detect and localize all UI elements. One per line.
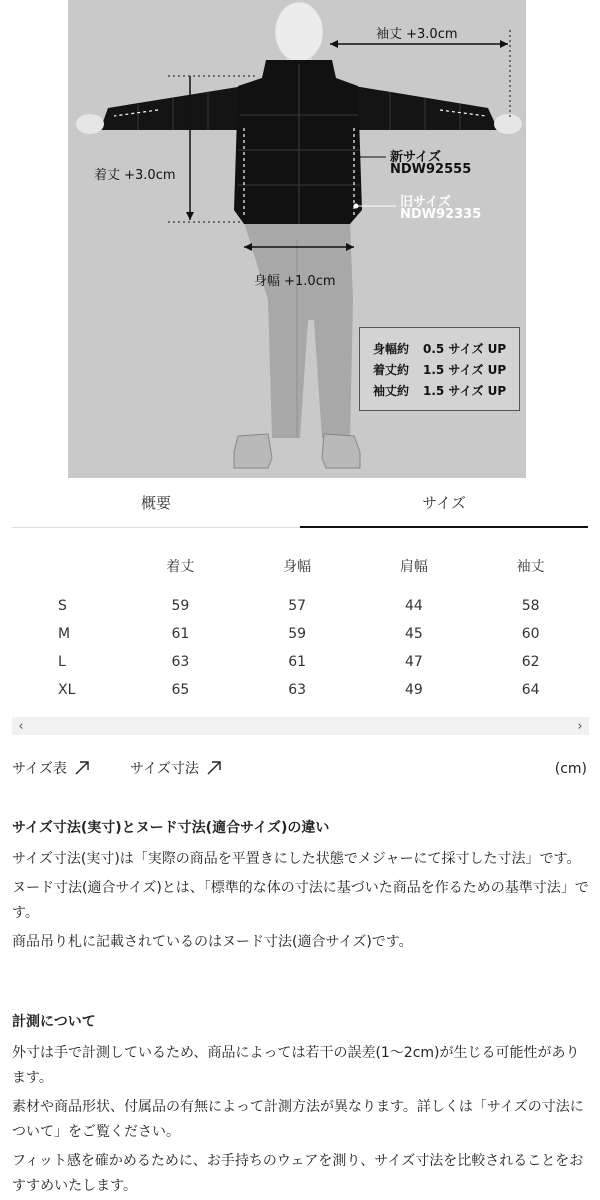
external-link-arrow-icon — [207, 761, 221, 775]
spec-value: 1.5 サイズ UP — [423, 384, 507, 398]
old-size-code: NDW92335 — [400, 207, 482, 222]
unit-label: (cm) — [554, 761, 587, 777]
table-header: 着丈 — [166, 559, 195, 575]
size-cell: S — [58, 598, 67, 614]
spec-value: 1.5 サイズ UP — [423, 363, 507, 377]
spec-row — [373, 360, 519, 381]
value-cell: 44 — [404, 598, 423, 614]
value-cell: 64 — [521, 682, 540, 698]
new-size-code: NDW92555 — [390, 162, 472, 177]
external-link-arrow-icon — [75, 761, 89, 775]
size-difference-section — [12, 816, 590, 959]
body-length-label: 着丈 +3.0cm — [94, 168, 176, 183]
spec-key: 袖丈約 — [373, 384, 410, 398]
new-size-label: 新サイズ — [390, 150, 441, 165]
sleeve-length-label: 袖丈 +3.0cm — [376, 27, 458, 42]
tab-overview[interactable]: 概要 — [12, 478, 300, 528]
table-header: 袖丈 — [516, 559, 545, 575]
paragraph: フィット感を確かめるために、お手持ちのウェアを測り、サイズ寸法を比較されることをおすすめいたします。 — [12, 1153, 584, 1194]
size-chart-link-label: サイズ表 — [12, 761, 67, 777]
table-row — [12, 676, 589, 704]
size-chart-link[interactable] — [12, 758, 89, 778]
size-up-box — [359, 327, 520, 411]
table-header: 肩幅 — [399, 559, 428, 575]
value-cell: 65 — [171, 682, 190, 698]
tab-size[interactable]: サイズ — [300, 478, 588, 528]
value-cell: 49 — [404, 682, 423, 698]
value-cell: 61 — [288, 654, 307, 670]
body-width-label: 身幅 +1.0cm — [254, 274, 336, 289]
size-cell: XL — [58, 682, 76, 698]
measurement-section — [12, 1010, 590, 1200]
size-cell: M — [58, 626, 71, 642]
value-cell: 58 — [521, 598, 540, 614]
size-table — [12, 548, 589, 704]
value-cell: 47 — [404, 654, 423, 670]
product-image — [68, 0, 526, 478]
table-row — [12, 592, 589, 620]
paragraph: サイズ寸法(実寸)は「実際の商品を平置きにした状態でメジャーにて採寸した寸法」です。 — [12, 851, 581, 867]
table-header: 身幅 — [283, 559, 312, 575]
size-measure-link-label: サイズ寸法 — [130, 761, 199, 777]
spec-key: 身幅約 — [373, 342, 410, 356]
paragraph: 素材や商品形状、付属品の有無によって計測方法が異なります。詳しくは「サイズの寸法について」をご覧ください。 — [12, 1099, 584, 1140]
detail-tabs — [12, 478, 589, 528]
size-measure-link[interactable] — [130, 758, 221, 778]
value-cell: 45 — [404, 626, 423, 642]
paragraph: ヌード寸法(適合サイズ)とは、「標準的な体の寸法に基づいた商品を作るための基準寸法」です。 — [12, 880, 589, 921]
section-title: サイズ寸法(実寸)とヌード寸法(適合サイズ)の違い — [12, 820, 330, 836]
old-size-label: 旧サイズ — [400, 195, 451, 210]
scroll-left-icon[interactable]: ‹ — [18, 718, 24, 734]
section-title: 計測について — [12, 1014, 96, 1030]
table-scrollbar[interactable] — [12, 717, 589, 735]
value-cell: 59 — [288, 626, 307, 642]
size-cell: L — [58, 654, 66, 670]
scroll-right-icon[interactable]: › — [577, 718, 583, 734]
value-cell: 62 — [521, 654, 540, 670]
value-cell: 57 — [288, 598, 307, 614]
value-cell: 59 — [171, 598, 190, 614]
spec-key: 着丈約 — [373, 363, 410, 377]
table-header — [12, 548, 122, 582]
value-cell: 63 — [171, 654, 190, 670]
paragraph: 外寸は手で計測しているため、商品によっては若干の誤差(1〜2cm)が生じる可能性があります。 — [12, 1045, 580, 1086]
paragraph: 商品吊り札に記載されているのはヌード寸法(適合サイズ)です。 — [12, 934, 413, 950]
size-links — [12, 758, 589, 782]
table-row — [12, 648, 589, 676]
value-cell: 61 — [171, 626, 190, 642]
table-header-row — [12, 548, 589, 582]
value-cell: 63 — [288, 682, 307, 698]
spec-row — [373, 339, 519, 360]
spec-row — [373, 381, 519, 402]
value-cell: 60 — [521, 626, 540, 642]
spec-value: 0.5 サイズ UP — [423, 342, 507, 356]
table-row — [12, 620, 589, 648]
